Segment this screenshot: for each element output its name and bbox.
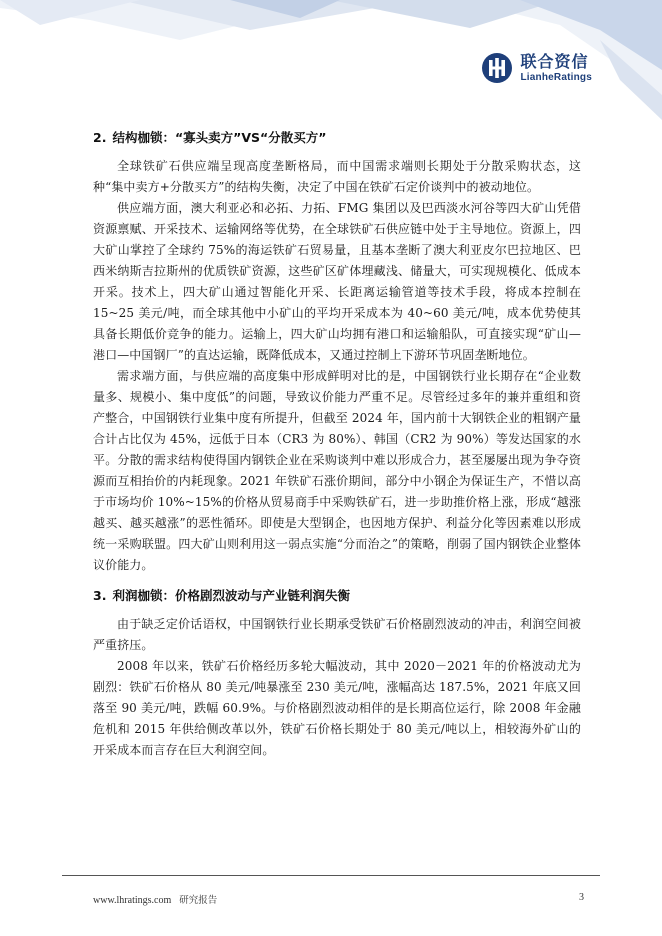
footer-website: www.lhratings.com bbox=[93, 895, 172, 906]
section-number: 2. bbox=[93, 130, 107, 145]
page-number: 3 bbox=[579, 892, 584, 903]
paragraph: 2008 年以来，铁矿石价格经历多轮大幅波动，其中 2020－2021 年的价格波动尤为剧烈：铁矿石价格从 80 美元/吨暴涨至 230 美元/吨，涨幅高达 187.5%，2021 年底又回落至 90 美元/吨，跌幅 60.9%。与价格剧烈波动相伴的是长期高位运行，除 2008 年金融危机和 2015 年供给侧改革以外，铁矿石价格长期处于 80 美元/吨以上，相较海外矿山的开采成本而言存在巨大利润空间。 bbox=[93, 659, 581, 757]
paragraph: 全球铁矿石供应端呈现高度垄断格局，而中国需求端则长期处于分散采购状态，这种“集中卖方+分散买方”的结构失衡，决定了中国在铁矿石定价谈判中的被动地位。 bbox=[93, 159, 581, 194]
footer-divider bbox=[62, 875, 600, 876]
footer-source bbox=[93, 892, 217, 906]
paragraph: 由于缺乏定价话语权，中国钢铁行业长期承受铁矿石价格剧烈波动的冲击，利润空间被严重挤压。 bbox=[93, 617, 581, 652]
paragraph: 供应端方面，澳大利亚必和必拓、力拓、FMG 集团以及巴西淡水河谷等四大矿山凭借资源禀赋、开采技术、运输网络等优势，在全球铁矿石供应链中处于主导地位。资源上，四大矿山掌控了全球约 75%的海运铁矿石贸易量，且基本垄断了澳大利亚皮尔巴拉地区、巴西米纳斯吉拉斯州的优质铁矿资源，这些矿区矿体埋藏浅、储量大，可实现规模化、低成本开采。技术上，四大矿山通过智能化开采、长距离运输管道等技术手段，将成本控制在 15~25 美元/吨，而全球其他中小矿山的平均开采成本为 40~60 美元/吨，成本优势使其具备长期低价竞争的能力。运输上，四大矿山均拥有港口和运输船队，可直接实现“矿山—港口—中国钢厂”的直达运输，既降低成本，又通过控制上下游环节巩固垄断地位。 bbox=[93, 201, 581, 362]
section-title: 利润枷锁：价格剧烈波动与产业链利润失衡 bbox=[112, 588, 350, 603]
brand-name-cn: 联合资信 bbox=[520, 51, 589, 71]
section-heading bbox=[93, 128, 581, 146]
section-heading bbox=[93, 586, 581, 604]
footer-doc-type: 研究报告 bbox=[179, 895, 218, 906]
paragraph: 需求端方面，与供应端的高度集中形成鲜明对比的是，中国钢铁行业长期存在“企业数量多、规模小、集中度低”的问题，导致议价能力严重不足。尽管经过多年的兼并重组和资产整合，中国钢铁行业集中度有所提升，但截至 2024 年，国内前十大钢铁企业的粗钢产量合计占比仅为 45%，远低于日本（CR3 为 80%）、韩国（CR2 为 90%）等发达国家的水平。分散的需求结构使得国内钢铁企业在采购谈判中难以形成合力，甚至屡屡出现为争夺资源而互相抬价的内耗现象。2021 年铁矿石涨价期间，部分中小钢企为保证生产，不惜以高于市场均价 10%~15%的价格从贸易商手中采购铁矿石，进一步助推价格上涨，形成“越涨越买、越买越涨”的恶性循环。即使是大型钢企，也因地方保护、利益分化等因素难以形成统一采购联盟。四大矿山则利用这一弱点实施“分而治之”的策略，削弱了国内钢铁企业整体议价能力。 bbox=[93, 369, 581, 572]
brand-name-en: LianheRatings bbox=[520, 71, 592, 83]
report-body bbox=[93, 128, 581, 761]
section-title: 结构枷锁：“寡头卖方”VS“分散买方” bbox=[112, 130, 327, 145]
brand-logo bbox=[481, 52, 593, 84]
section-number: 3. bbox=[93, 588, 107, 603]
lianhe-logo-icon bbox=[481, 52, 513, 84]
